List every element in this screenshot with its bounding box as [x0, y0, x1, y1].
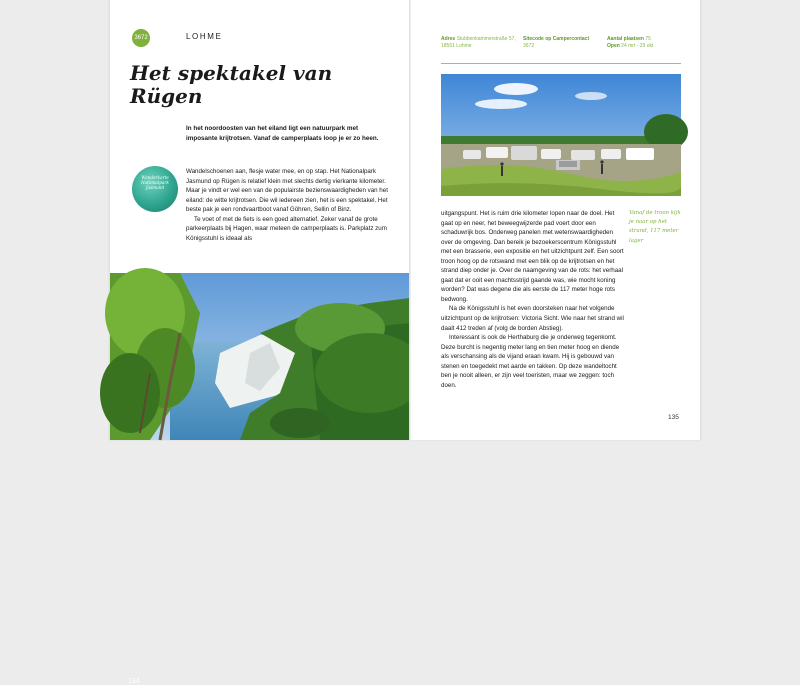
place-heading: LOHME [186, 32, 223, 41]
info-value: 3672 [523, 43, 535, 49]
photo-caption: Vanaf de troon kijk je naar op het strand, 117 meter lager [629, 210, 681, 244]
page-number: 134 [128, 678, 140, 685]
article-intro: In het noordoosten van het eiland ligt een natuurpark met imposante krijtrotsen. Vanaf de camperplaats loop je er zo heen. [186, 125, 379, 142]
cliffs-photo-image [110, 273, 410, 440]
body-text-left [186, 167, 391, 243]
article-title: Het spektakel van Rügen [130, 61, 333, 108]
info-value: 75 [645, 36, 651, 42]
info-label: Sitecode op Campercontact [523, 36, 590, 42]
cliffs-photo [110, 273, 410, 685]
info-places-open [607, 36, 687, 50]
info-sitecode [523, 36, 603, 50]
info-label: Aantal plaatsen [607, 36, 644, 42]
body-text-right [441, 209, 624, 390]
info-value: Stubbenkammerstraße 57, 18551 Lohme [441, 36, 516, 49]
info-value: 24 mrt - 29 okt [621, 43, 654, 49]
map-sticker-image [132, 166, 178, 212]
info-label: Adres [441, 36, 456, 42]
paragraph: uitgangspunt. Het is ruim drie kilometer lopen naar de doel. Het gaat op en neer, het beweegwijzerde pad voert door een schaduwrijk bos. Onderweg panelen met wetenswaardigheden over de omgeving. Dan bereik je bezoekerscentrum Königsstuhl met een brasserie, een expositie en het uitzichtpunt zelf. Een soort troon hoog op de rotswand met een blik op de krijtrotsen en het strand diep onder je. Over de naamgeving van de rots: het verhaal gaat dat er ooit een machtsstrijd gaande was, wie mocht koning worden? Dat was degene die als eerste de 117 meter hoge rots bedwong. [441, 210, 624, 303]
paragraph: Interessant is ook de Herthaburg die je onderweg tegenkomt. Deze burcht is negentig meter lang en tien meter hoog en diende als verschansing als de vijand eraan kwam. Hij is gebouwd van stenen en toegedekt met aarde en takken. Op deze wandeltocht ben je nooit alleen, er zijn veel toeristen, maar we zeggen: toch doen. [441, 334, 620, 389]
sticker-label: Wanderkarte Nationalpark Jasmund [141, 175, 169, 190]
info-divider [441, 63, 681, 64]
paragraph: Wandelschoenen aan, flesje water mee, en op stap. Het Nationalpark Jasmund op Rügen is relatief klein met slechts dertig vierkante kilometer. Maar je vindt er wel een van de populairste bezienswaardigheden van het eiland: de witte krijtrotsen. Die wil iedereen zien, het is een spektakel. Het beste pak je een rondvaartboot vanaf Göhren, Sellin of Binz. [186, 168, 388, 214]
info-label: Open [607, 43, 620, 49]
paragraph: Na de Königsstuhl is het even doorsteken naar het volgende uitzichtpunt op de krijtrotsen: Victoria Sicht. Wie naar het strand wil daalt 412 treden af (volg de borden Abstieg). [441, 305, 624, 332]
right-page [411, 0, 700, 440]
sitecode-badge: 3672 [132, 29, 150, 47]
camperplaats-photo [441, 74, 681, 196]
left-page [110, 0, 410, 685]
page-number: 135 [668, 414, 679, 421]
paragraph: Te voet of met de fiets is een goed alternatief. Zeker vanaf de grote parkeerplaats bij Hagen, waar meteen de camperplaats is. Parkplatz zum Königsstuhl is ideaal als [186, 215, 387, 242]
info-address [441, 36, 519, 50]
book-spread [10, 0, 800, 685]
camperplaats-photo-image [441, 74, 681, 196]
